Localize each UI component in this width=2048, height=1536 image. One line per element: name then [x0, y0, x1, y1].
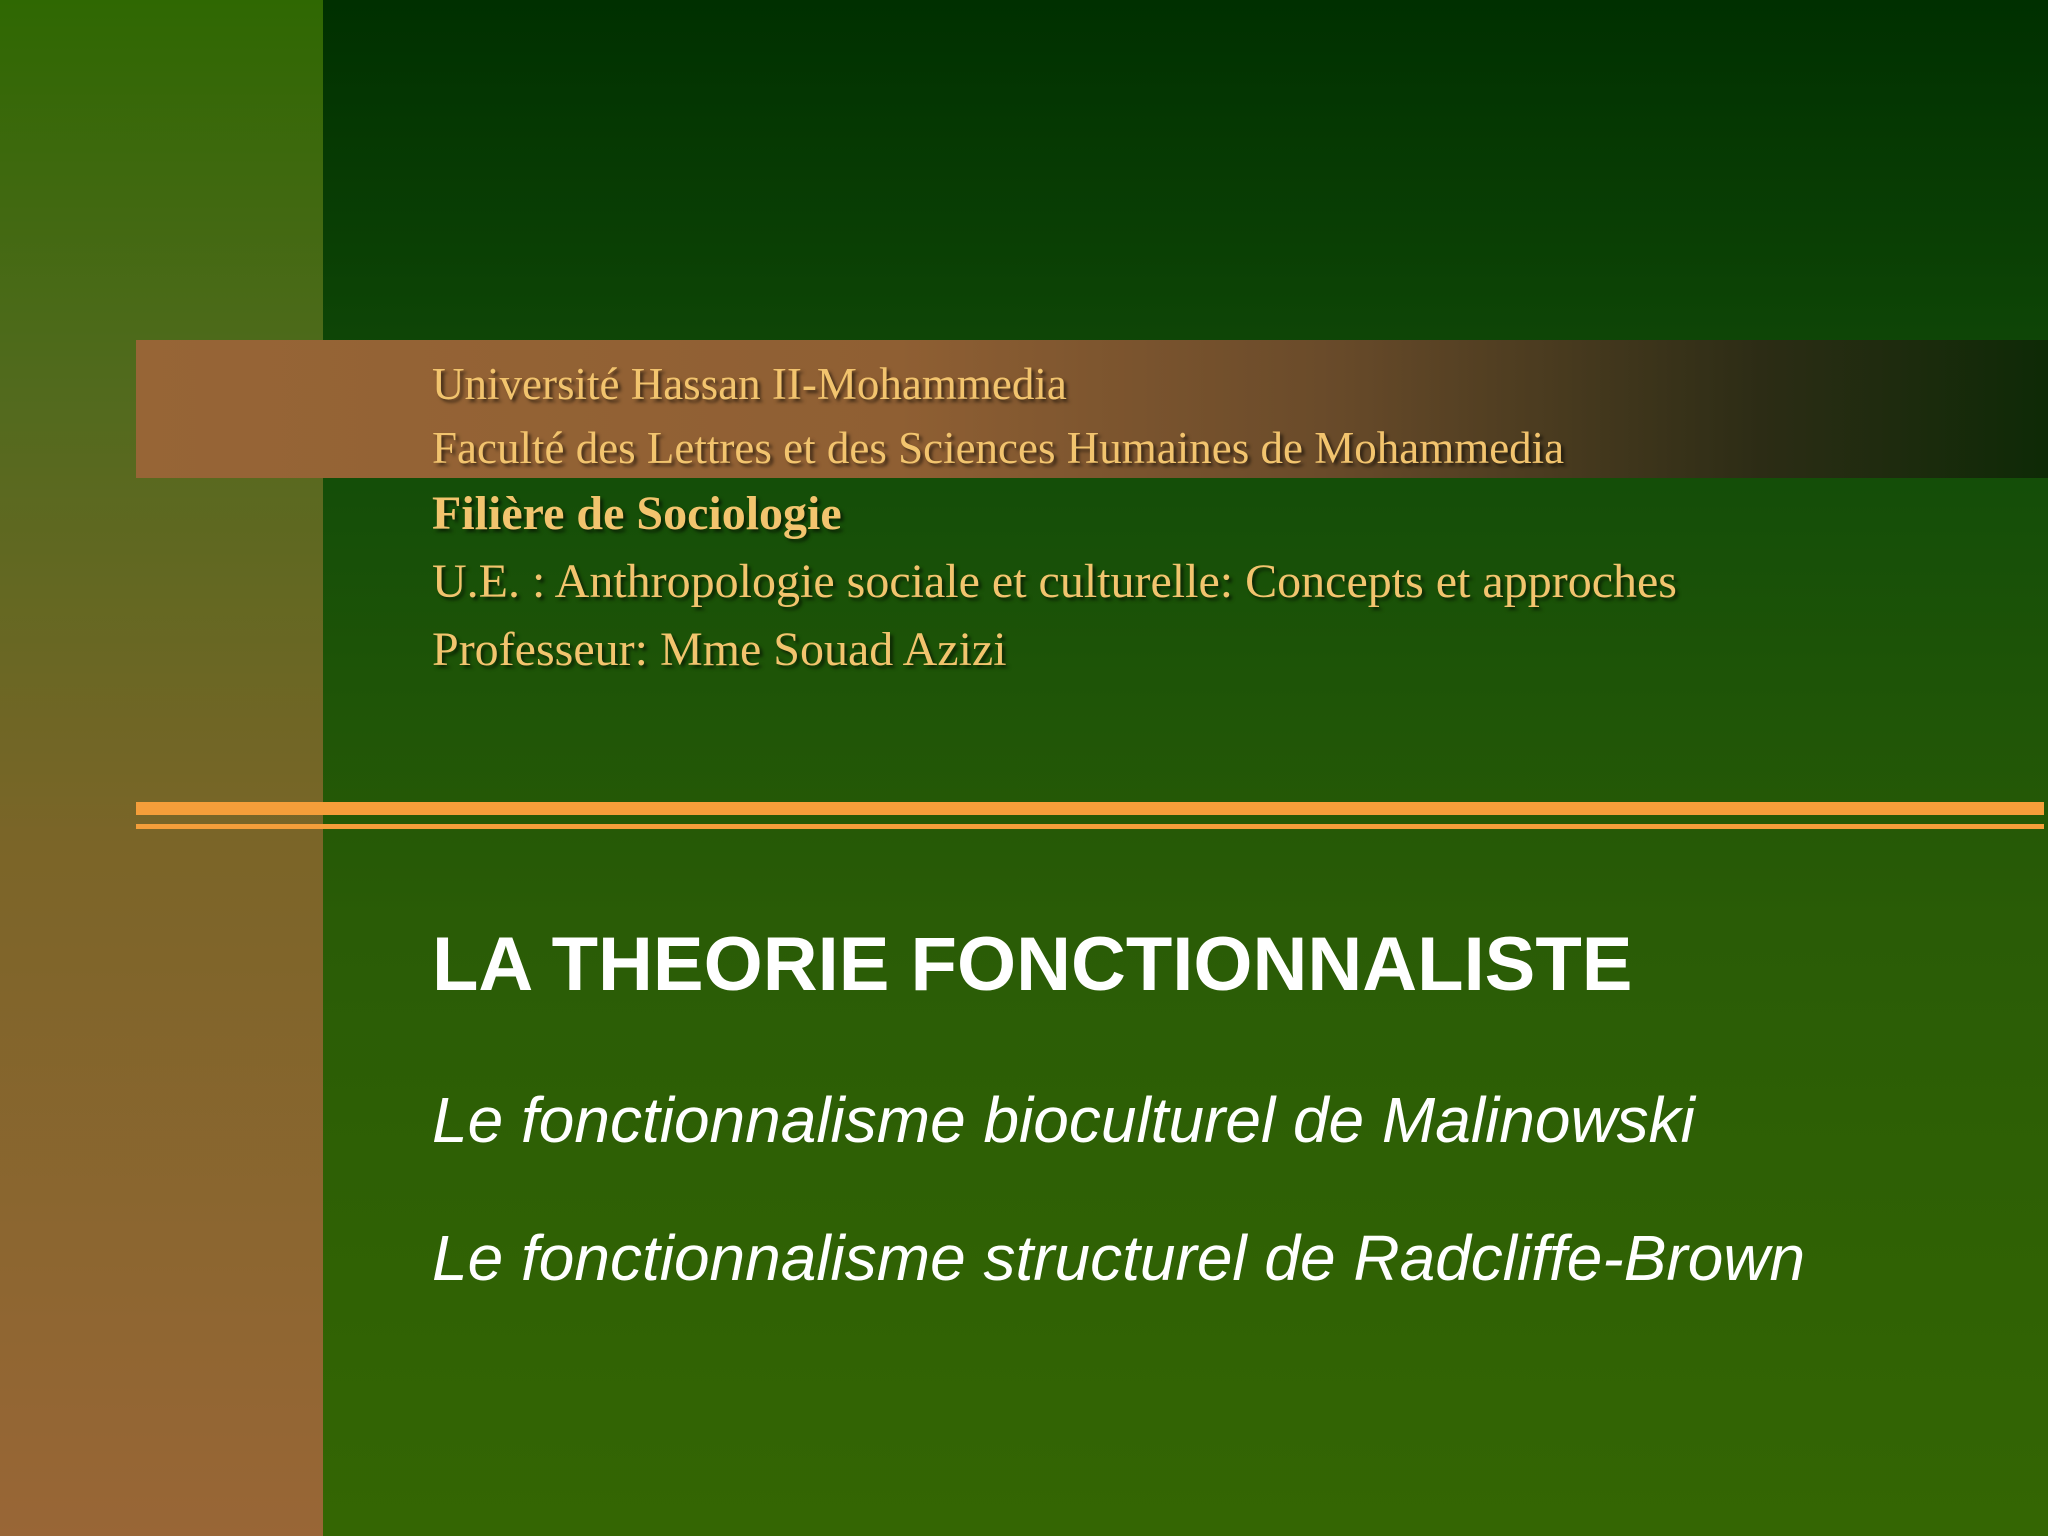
course-name: U.E. : Anthropologie sociale et culturelle: Concepts et approches: [432, 555, 1677, 608]
left-decorative-band: [0, 0, 323, 1536]
program-name: Filière de Sociologie: [432, 487, 842, 540]
subtitle-malinowski: Le fonctionnalisme bioculturel de Malinowski: [432, 1084, 1695, 1156]
slide-title: LA THEORIE FONCTIONNALISTE: [432, 922, 1633, 1007]
university-name: Université Hassan II-Mohammedia: [432, 359, 1067, 409]
slide-header: [432, 352, 1992, 684]
subtitle-radcliffe-brown: Le fonctionnalisme structurel de Radcliffe-Brown: [432, 1222, 1806, 1294]
divider-thick: [136, 802, 2044, 815]
faculty-name: Faculté des Lettres et des Sciences Humaines de Mohammedia: [432, 423, 1565, 473]
professor-name: Professeur: Mme Souad Azizi: [432, 623, 1007, 676]
divider-thin: [136, 824, 2044, 829]
